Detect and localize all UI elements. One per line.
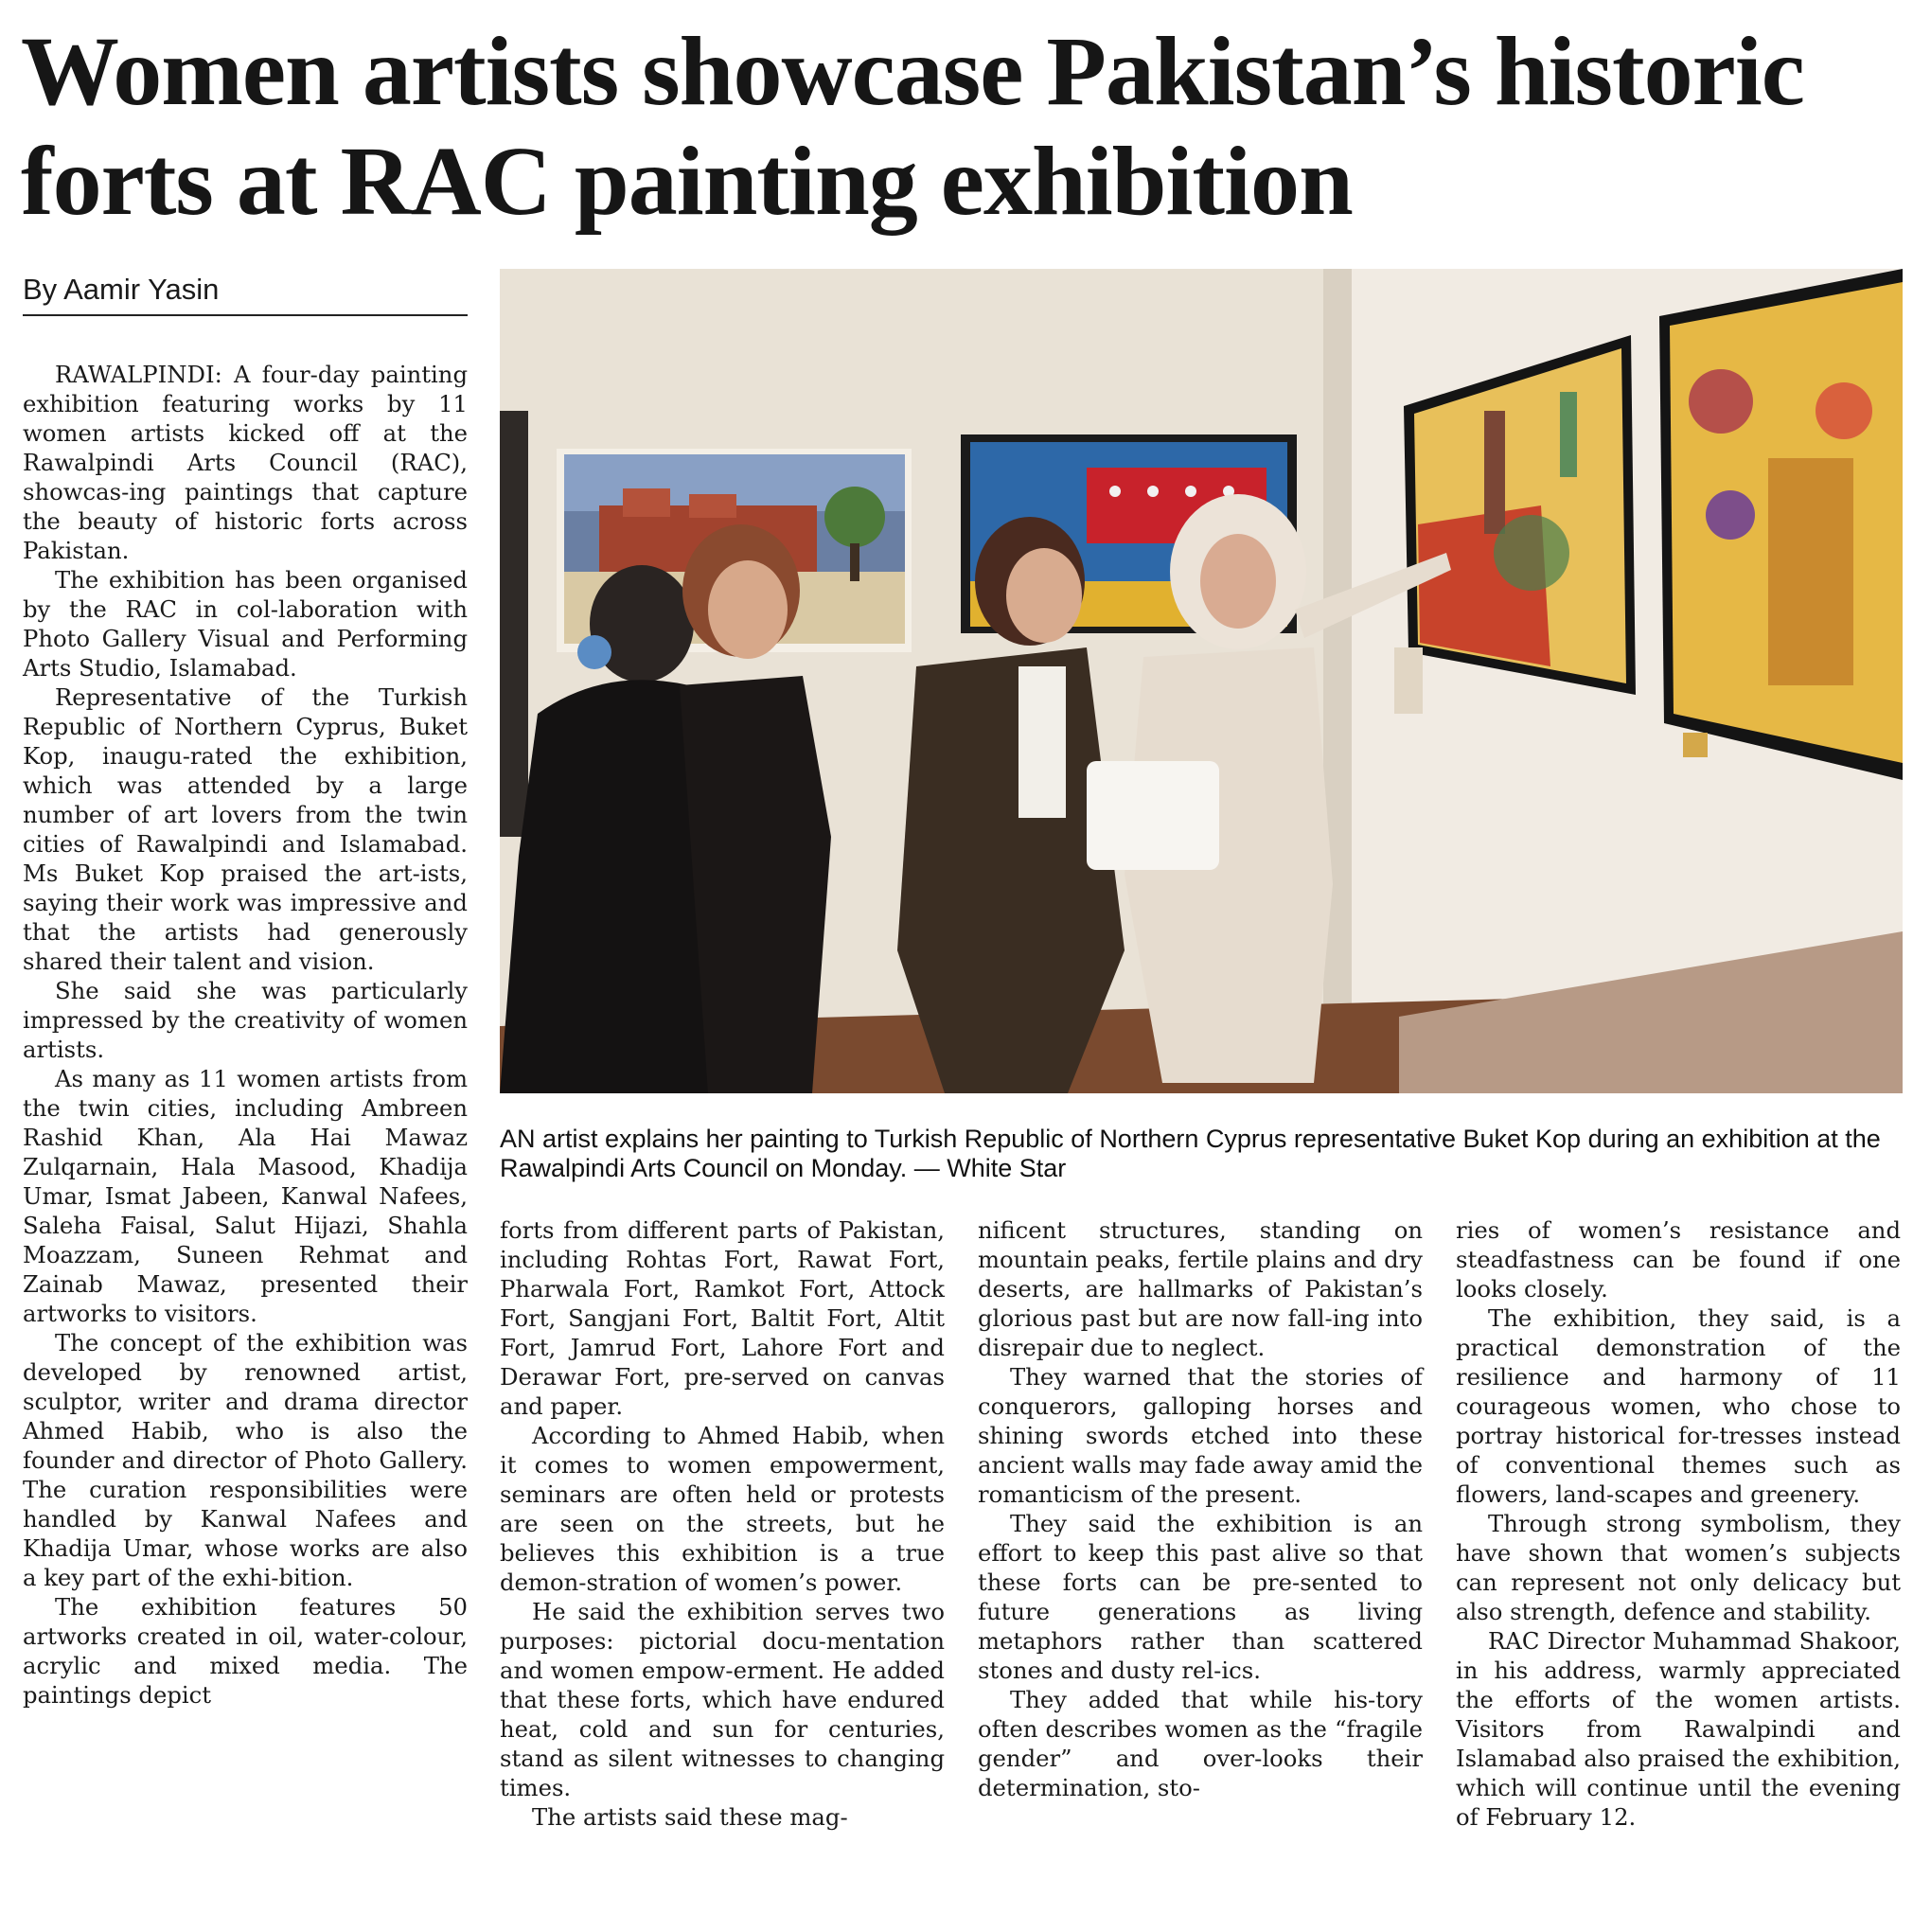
photo-caption: AN artist explains her painting to Turkish Republic of Northern Cyprus representative Buket Kop during an exhibition at the Rawalpindi Arts Council on Monday. — White Star [500,1125,1881,1182]
exhibition-photo [500,269,1903,1093]
article-column-2 [500,1215,945,1931]
article-paragraph: They said the exhibition is an effort to keep this past alive so that these forts can be pre-sented to future generations as living metaphors rather than scattered stones and dusty rel-ics. [978,1510,1423,1684]
article-paragraph: RAC Director Muhammad Shakoor, in his address, warmly appreciated the efforts of the women artists. Visitors from Rawalpindi and Islamabad also praised the exhibition, which will continue until the evening of February 12. [1456,1627,1901,1831]
painting-gold-mandala [1659,269,1903,780]
article-paragraph: forts from different parts of Pakistan, including Rohtas Fort, Rawat Fort, Pharwala Fort, Ramkot Fort, Attock Fort, Sangjani Fort, Baltit Fort, Altit Fort, Jamrud Fort, Lahore Fort and Derawar Fort, pre-served on canvas and paper. [500,1216,945,1420]
article-paragraph: nificent structures, standing on mountain peaks, fertile plains and dry deserts, are hallmarks of Pakistan’s glorious past but are now fall-ing into disrepair due to neglect. [978,1216,1423,1361]
article-paragraph: The exhibition, they said, is a practical demonstration of the resilience and harmony of 11 courageous women, who chose to portray historical for-tresses instead of conventional themes such as flowers, land-scapes and greenery. [1456,1304,1901,1508]
article-paragraph: Representative of the Turkish Republic of Northern Cyprus, Buket Kop, inaugu-rated the exhibition, which was attended by a large number of art lovers from the twin cities of Rawalpindi and Islamabad. Ms Buket Kop praised the art-ists, saying their work was impressive and that the artists had generously shared their talent and vision. [23,683,468,975]
article-paragraph: The exhibition features 50 artworks created in oil, water-colour, acrylic and mixed media. The paintings depict [23,1593,468,1709]
article-paragraph: As many as 11 women artists from the twin cities, including Ambreen Rashid Khan, Ala Hai Mawaz Zulqarnain, Hala Masood, Khadija Umar, Ismat Jabeen, Kanwal Nafees, Saleha Faisal, Salut Hijazi, Shahla Moazzam, Suneen Rehmat and Zainab Mawaz, presented their artworks to visitors. [23,1065,468,1327]
article-paragraph: According to Ahmed Habib, when it comes to women empowerment, seminars are often held or protests are seen on the streets, but he believes this exhibition is a true demon-stration of women’s power. [500,1422,945,1596]
article-column-1 [23,360,468,1931]
article-paragraph: The exhibition has been organised by the RAC in col-laboration with Photo Gallery Visual and Performing Arts Studio, Islamabad. [23,566,468,682]
article-paragraph: They added that while his-tory often describes women as the “fragile gender” and over-looks their determination, sto- [978,1686,1423,1801]
article-paragraph: Through strong symbolism, they have shown that women’s subjects can represent not only delicacy but also strength, defence and stability. [1456,1510,1901,1625]
article-paragraph: She said she was particularly impressed by the creativity of women artists. [23,977,468,1063]
article-column-4 [1456,1215,1901,1931]
article-paragraph: RAWALPINDI: A four-day painting exhibition featuring works by 11 women artists kicked off at the Rawalpindi Arts Council (RAC), showcas-ing paintings that capture the beauty of historic forts across Pakistan. [23,361,468,564]
article-paragraph: They warned that the stories of conquerors, galloping horses and shining swords etched into these ancient walls may fade away amid the romanticism of the present. [978,1363,1423,1508]
article-paragraph: The concept of the exhibition was developed by renowned artist, sculptor, writer and drama director Ahmed Habib, who is also the founder and director of Photo Gallery. The curation responsibilities were handled by Kanwal Nafees and Khadija Umar, whose works are also a key part of the exhi-bition. [23,1329,468,1591]
article-paragraph: He said the exhibition serves two purposes: pictorial docu-mentation and women empow-erment. He added that these forts, which have endured heat, cold and sun for centuries, stand as silent witnesses to changing times. [500,1598,945,1801]
byline: By Aamir Yasin [23,273,468,316]
article-paragraph: The artists said these mag- [532,1803,848,1831]
article-column-3 [978,1215,1423,1931]
article-paragraph: ries of women’s resistance and steadfastness can be found if one looks closely. [1456,1216,1901,1303]
headline: Women artists showcase Pakistan’s historic forts at RAC painting exhibition [21,17,1804,236]
